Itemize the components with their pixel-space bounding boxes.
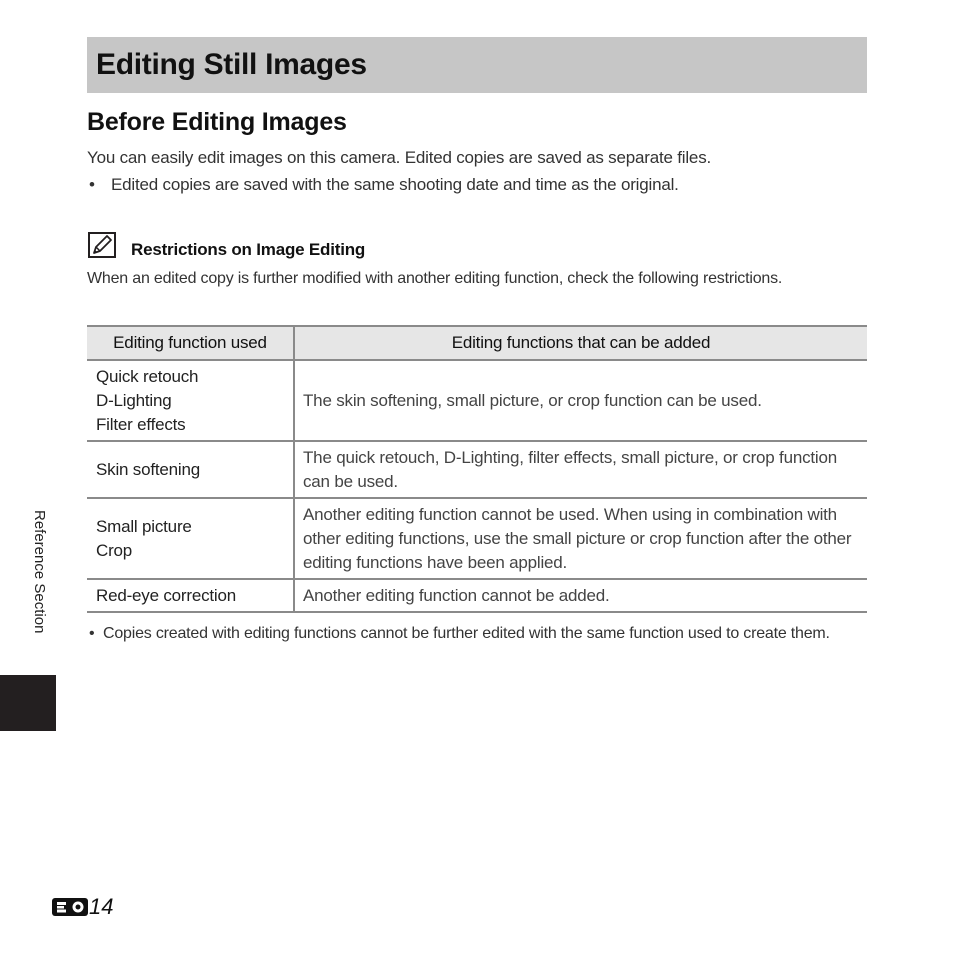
- function-name: Filter effects: [96, 414, 186, 434]
- table-cell-added: The quick retouch, D-Lighting, filter effects, small picture, or crop function can be used.: [294, 441, 867, 498]
- table-row: [87, 498, 867, 579]
- function-name: Small picture: [96, 516, 192, 536]
- e-section-icon: [52, 896, 88, 918]
- bullet-text: Edited copies are saved with the same shooting date and time as the original.: [111, 175, 679, 194]
- table-cell-used: [87, 441, 294, 498]
- table-header-added: Editing functions that can be added: [294, 326, 867, 360]
- table-row: [87, 441, 867, 498]
- bullet-item: [87, 622, 857, 670]
- function-name: Skin softening: [96, 459, 200, 479]
- table-row: [87, 360, 867, 441]
- sidebar-section-label: [28, 510, 50, 670]
- restrictions-table: [87, 325, 867, 613]
- intro-paragraph: You can easily edit images on this camera. Edited copies are saved as separate files.: [87, 148, 712, 167]
- table-cell-used: [87, 360, 294, 441]
- function-name: Red-eye correction: [96, 585, 237, 605]
- table-row: [87, 579, 867, 612]
- table-cell-used: [87, 498, 294, 579]
- table-cell-used: [87, 579, 294, 612]
- page-number: [52, 893, 113, 921]
- pencil-note-icon: [88, 232, 116, 258]
- table-cell-added: Another editing function cannot be added.: [294, 579, 867, 612]
- function-name: Quick retouch: [96, 366, 199, 386]
- page-title-bar: [87, 37, 867, 93]
- section-thumb-tab: [0, 675, 56, 731]
- table-header-used: Editing function used: [87, 326, 294, 360]
- table-cell-added: The skin softening, small picture, or crop function can be used.: [294, 360, 867, 441]
- function-name: D-Lighting: [96, 390, 172, 410]
- table-cell-added: Another editing function cannot be used. When using in combination with other editing functions, use the small picture or crop function after the other editing functions have been applied.: [294, 498, 867, 579]
- section-heading: Before Editing Images: [87, 108, 347, 136]
- table-header-row: [87, 326, 867, 360]
- page-number-text: 14: [89, 894, 114, 919]
- bullet-item: [89, 173, 849, 197]
- sidebar-label-text: Reference Section: [31, 510, 48, 634]
- bullet-text: Copies created with editing functions cannot be further edited with the same function used to create them.: [103, 625, 830, 642]
- function-name: Crop: [96, 540, 133, 560]
- note-body: When an edited copy is further modified with another editing function, check the following restrictions.: [87, 270, 783, 287]
- page-title: Editing Still Images: [96, 48, 367, 81]
- bullet-dot: •: [89, 625, 95, 642]
- note-heading: Restrictions on Image Editing: [131, 240, 366, 259]
- bullet-dot: •: [89, 175, 95, 194]
